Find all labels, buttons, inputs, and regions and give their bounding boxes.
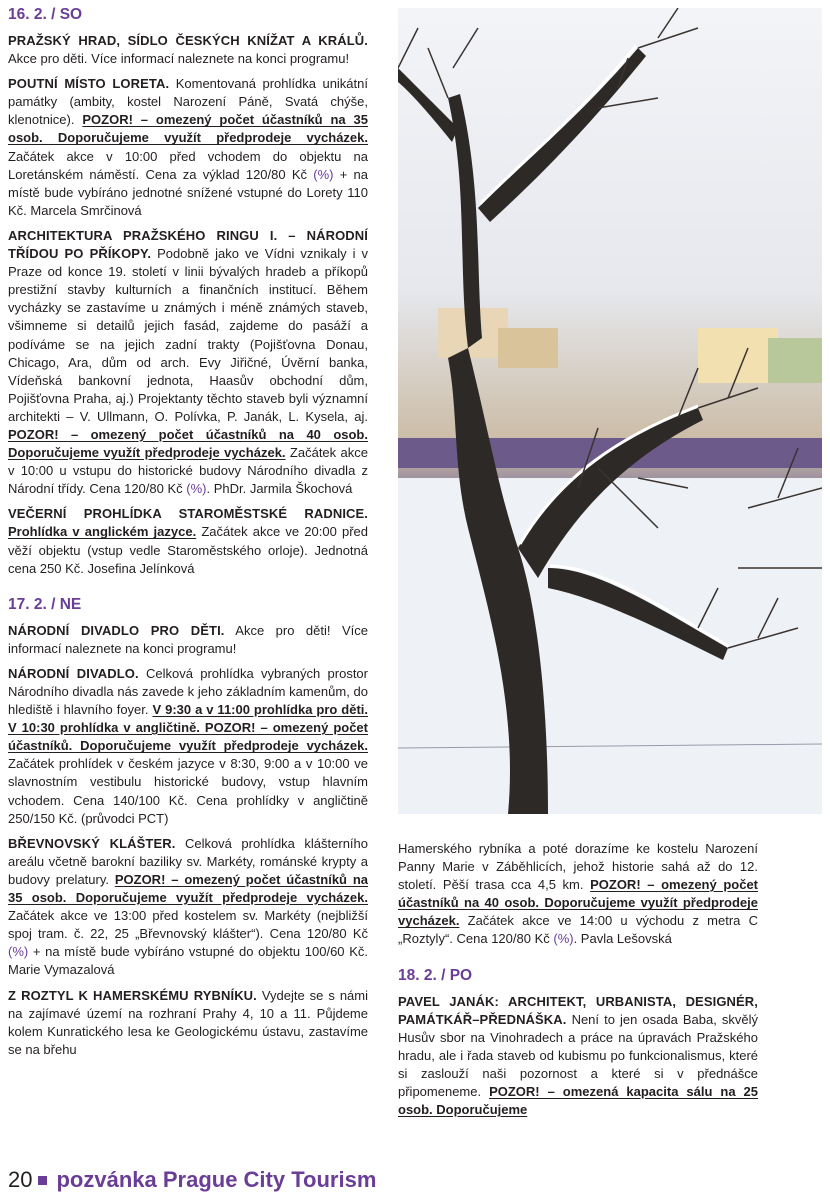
event-title: POUTNÍ MÍSTO LORETA. <box>8 76 170 92</box>
event-text: Podobně jako ve Vídni vznikaly i v Praze od konce 19. století v linii bývalých hradeb a příkopů prestižní stavby kulturních a finančních institucí. Během vycházky se zastavíme u známých i méně známých staveb, všimneme si detailů jejich fasád, zajdeme do pasáží a podíváme se na jejich zadní trakty (Pojišťovna Donau, Chicago, Ara, dům od arch. Evy Jiřičné, Úvěrní banka, Vídeňská bankovní jednota, Haasův obchodní dům, Pojišťovna Praha, aj.) Projektanty těchto staveb byli významní architekti – V. Ullmann, O. Polívka, P. Janák, L. Kysela, aj. <box>8 246 368 424</box>
date-heading-18-feb: 18. 2. / PO <box>398 966 473 984</box>
event-roztyly-walk-continued <box>398 840 758 949</box>
event-text-3: . Pavla Lešovská <box>573 931 672 947</box>
snowy-tree-illustration <box>398 8 822 814</box>
event-text: Hamerského rybníka a poté dorazíme ke kostelu Narození Panny Marie v Záběhlicích, jehož historie sahá až do 12. století. Pěší trasa cca 4,5 km. <box>398 841 758 893</box>
event-title: VEČERNÍ PROHLÍDKA STAROMĚSTSKÉ RADNICE. <box>8 506 368 522</box>
event-text-2: Začátek akce ve 20:00 před věží objektu (vstup vedle Staroměstského orloje). Jednotná cena 250 Kč. Josefina Jelínková <box>8 524 369 576</box>
footer-bullet-icon <box>38 1176 47 1185</box>
event-brevnov-monastery <box>8 835 368 980</box>
page-footer <box>8 1164 376 1196</box>
event-ring-architecture <box>8 227 368 498</box>
event-warning: POZOR! – omezený počet účastníků na 35 osob. Doporučujeme využít předprodeje vycházek. <box>8 871 369 906</box>
discount-mark: (%) <box>313 166 334 182</box>
event-national-theatre <box>8 665 368 828</box>
event-text-2: Začátek akce v 10:00 před vchodem do objektu na Loretánském náměstí. Cena za výklad 120/80 Kč <box>8 148 368 182</box>
date-heading-16-feb: 16. 2. / SO <box>8 6 83 23</box>
event-text: Vydejte se s námi na zajímavé území na rozhraní Prahy 4, 10 a 11. Půjdeme kolem Kunratického lesa ke Geologickému ústavu, zastavíme se na břehu <box>8 987 369 1057</box>
event-prague-castle <box>8 32 368 68</box>
event-title: NÁRODNÍ DIVADLO. <box>8 665 139 681</box>
event-national-theatre-kids <box>8 622 368 658</box>
event-text: Akce pro děti. Více informací naleznete na konci programu! <box>8 51 350 67</box>
event-text: Není to jen osada Baba, skvělý Husův sbor na Vinohradech a práce na úpravách Pražského hradu, ale i řada staveb od kubismu po funkcionalismus, které si zaslouží naši pozornost a které si v přednášce připomeneme. <box>398 1011 758 1100</box>
left-column <box>8 4 368 1066</box>
event-title: ARCHITEKTURA PRAŽSKÉHO RINGU I. – NÁRODNÍ TŘÍDOU PO PŘÍKOPY. <box>8 227 368 262</box>
event-roztyly-walk <box>8 987 368 1059</box>
snowy-tree-photo <box>398 8 822 814</box>
discount-mark: (%) <box>553 931 574 947</box>
event-text-3: . PhDr. Jarmila Škochová <box>206 481 353 497</box>
event-text-3: + na místě bude vybíráno vstupné do objektu 100/60 Kč. Marie Vymazalová <box>8 944 368 978</box>
date-heading-17-feb: 17. 2. / NE <box>8 595 82 613</box>
event-text-2: Začátek prohlídek v českém jazyce v 8:30, 9:00 a v 10:00 ve slavnostním vestibulu historické budovy, vstup hlavním vchodem. Cena 140/100 Kč. Cena prohlídky v angličtině 250/150 Kč. (průvodci PCT) <box>8 756 368 826</box>
event-text: Komentovaná prohlídka unikátní památky (ambity, kostel Narození Páně, Svatá chýše, klenotnice). <box>8 76 368 128</box>
event-warning: POZOR! – omezený počet účastníků na 40 osob. Doporučujeme využít předprodeje vycházek. <box>8 426 368 461</box>
event-title: PAVEL JANÁK: ARCHITEKT, URBANISTA, DESIGNÉR, PAMÁTKÁŘ–PŘEDNÁŠKA. <box>398 993 758 1027</box>
event-warning: POZOR! – omezená kapacita sálu na 25 osob. Doporučujeme <box>398 1084 758 1118</box>
event-text: Celková prohlídka vybraných prostor Národního divadla nás zavede k jeho základním kamenům, do hlediště i hlavního foyer. <box>8 665 368 718</box>
footer-label: pozvánka Prague City Tourism <box>56 1167 377 1192</box>
event-text-3: + na místě bude vybíráno jednotné snížené vstupné do Lorety 110 Kč. Marcela Smrčinová <box>8 166 368 218</box>
right-column <box>398 840 758 1126</box>
event-title: NÁRODNÍ DIVADLO PRO DĚTI. <box>8 622 225 638</box>
event-warning: Prohlídka v anglickém jazyce. <box>8 524 197 540</box>
event-warning: V 9:30 a v 11:00 prohlídka pro děti. V 10:30 prohlídka v angličtině. POZOR! – omezený počet účastníků. Doporučujeme využít předprodeje vycházek. <box>8 702 369 754</box>
discount-mark: (%) <box>186 481 207 497</box>
event-text-2: Začátek akce v 10:00 u vstupu do historické budovy Národního divadla z Národní třídy. Cena 120/80 Kč <box>8 445 368 497</box>
event-warning: POZOR! – omezený počet účastníků na 35 osob. Doporučujeme využít předprodeje vycházek. <box>8 112 368 146</box>
event-title: BŘEVNOVSKÝ KLÁŠTER. <box>8 835 176 851</box>
event-text: Celková prohlídka klášterního areálu včetně barokní baziliky sv. Markéty, románské krypty a budovy prelatury. <box>8 835 369 887</box>
event-title: Z ROZTYL K HAMERSKÉMU RYBNÍKU. <box>8 987 257 1003</box>
event-warning: POZOR! – omezený počet účastníků na 40 osob. Doporučujeme využít předprodeje vycházek. <box>398 877 758 929</box>
page-number: 20 <box>8 1167 33 1192</box>
event-text: Akce pro děti! Více informací naleznete na konci programu! <box>8 622 368 656</box>
event-text-2: Začátek akce ve 14:00 u východu z metra C „Roztyly“. Cena 120/80 Kč <box>398 913 758 947</box>
event-loreta <box>8 75 368 220</box>
event-title: PRAŽSKÝ HRAD, SÍDLO ČESKÝCH KNÍŽAT A KRÁLŮ. <box>8 33 368 48</box>
discount-mark: (%) <box>8 944 29 960</box>
event-text-2: Začátek akce ve 13:00 před kostelem sv. Markéty (nejbližší spoj tram. č. 22, 25 „Břevnovský klášter“). Cena 120/80 Kč <box>8 908 368 942</box>
event-old-town-hall <box>8 505 368 577</box>
event-janak-lecture <box>398 993 758 1120</box>
